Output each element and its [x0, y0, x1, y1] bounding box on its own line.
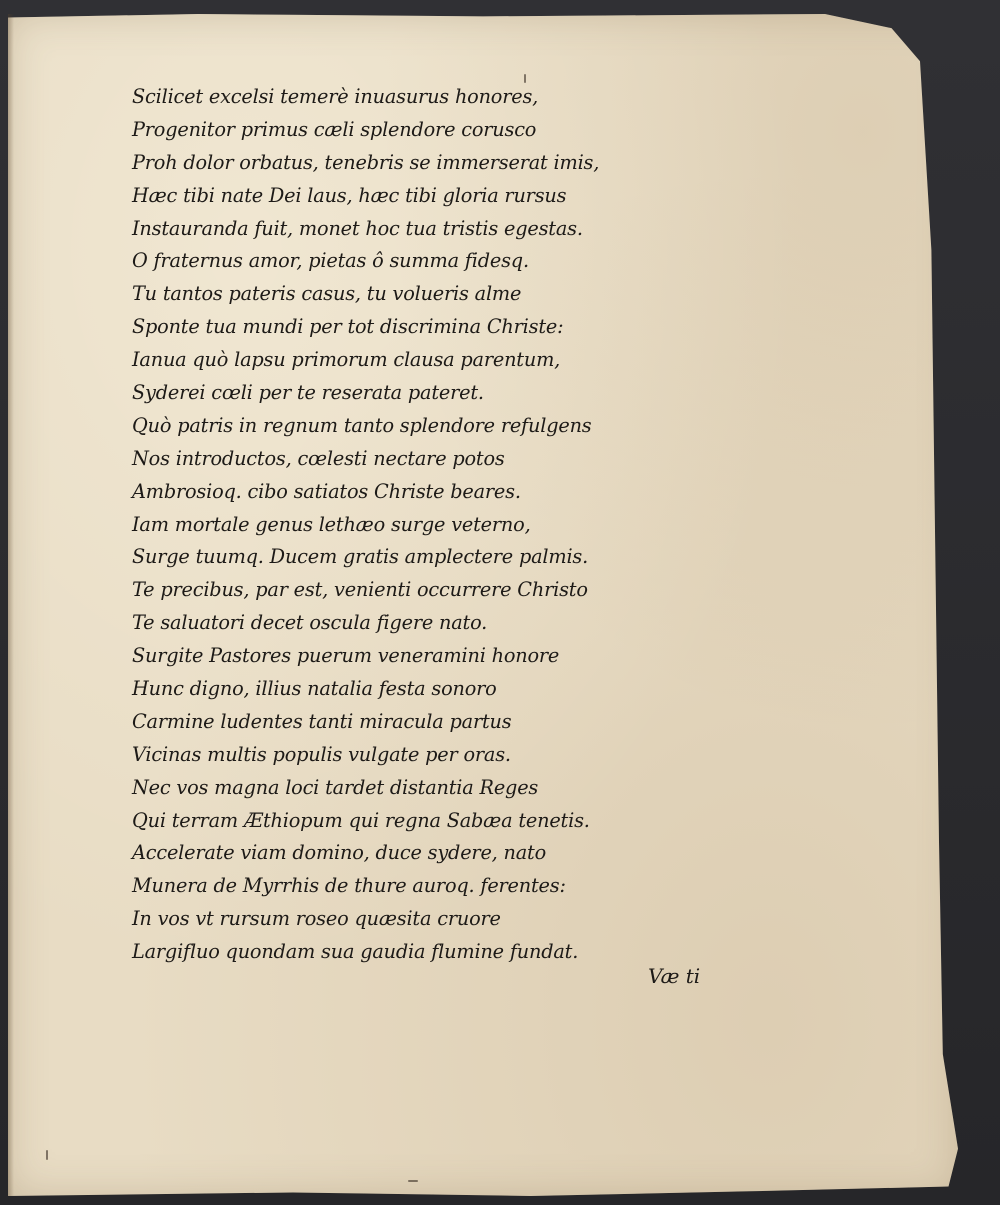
verse-line: Surgite Pastores puerum veneramini honore — [132, 643, 560, 668]
verse-line: Largifluo quondam sua gaudia flumine fundat. — [132, 939, 579, 964]
verse-line: Proh dolor orbatus, tenebris se immerserat imis, — [132, 149, 600, 174]
page-binding-edge — [8, 14, 14, 1196]
verse-line: Vicinas multis populis vulgate per oras. — [132, 741, 511, 766]
verse-line: In vos vt rursum roseo quæsita cruore — [132, 906, 501, 931]
verse-line: Ambrosioq. cibo satiatos Christe beares. — [132, 478, 521, 503]
verse-line: Te saluatori decet oscula figere nato. — [132, 610, 488, 635]
verse-line: Tu tantos pateris casus, tu volueris alme — [132, 281, 522, 306]
verse-line: Hunc digno, illius natalia festa sonoro — [132, 676, 497, 701]
verse-line: Quò patris in regnum tanto splendore refulgens — [132, 412, 592, 437]
latin-poem-verses — [132, 80, 692, 968]
verse-line: O fraternus amor, pietas ô summa fidesq. — [132, 248, 529, 273]
verse-line: Nos introductos, cœlesti nectare potos — [132, 445, 505, 470]
verse-line: Instauranda fuit, monet hoc tua tristis egestas. — [132, 215, 583, 240]
verse-line: Munera de Myrrhis de thure auroq. ferentes: — [132, 873, 566, 898]
ink-speck — [408, 1180, 418, 1182]
verse-line: Ianua quò lapsu primorum clausa parentum, — [132, 347, 561, 372]
verse-line: Scilicet excelsi temerè inuasurus honores, — [132, 84, 539, 108]
verse-line: Te precibus, par est, venienti occurrere Christo — [132, 577, 588, 602]
verse-line: Syderei cœli per te reserata pateret. — [132, 380, 484, 405]
verse-line: Nec vos magna loci tardet distantia Reges — [132, 774, 539, 799]
verse-line: Hæc tibi nate Dei laus, hæc tibi gloria rursus — [132, 182, 567, 207]
verse-line: Accelerate viam domino, duce sydere, nato — [132, 840, 547, 865]
verse-line: Iam mortale genus lethæo surge veterno, — [132, 511, 531, 536]
verse-line: Carmine ludentes tanti miracula partus — [132, 708, 512, 733]
ink-speck — [46, 1150, 48, 1160]
catchword: Væ ti — [648, 964, 701, 988]
verse-line: Qui terram Æthiopum qui regna Sabæa tenetis. — [132, 807, 590, 832]
verse-line: Sponte tua mundi per tot discrimina Christe: — [132, 314, 564, 339]
verse-line: Surge tuumq. Ducem gratis amplectere palmis. — [132, 544, 589, 569]
verse-line: Progenitor primus cæli splendore corusco — [132, 116, 537, 141]
